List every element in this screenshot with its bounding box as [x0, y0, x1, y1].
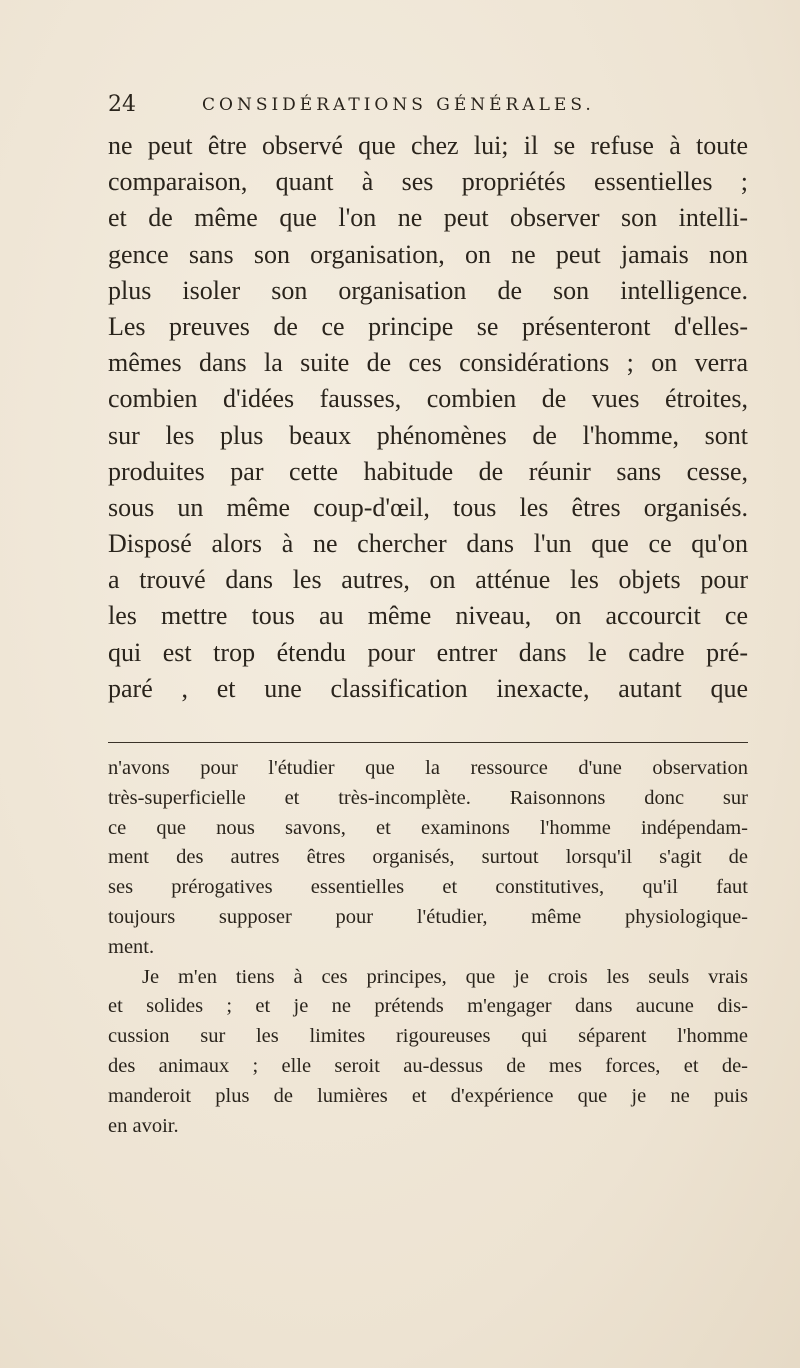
- note-text-block: [108, 754, 748, 1141]
- note-text-line: manderoit plus de lumières et d'expérience que je ne puis: [108, 1084, 748, 1107]
- main-text-line: sur les plus beaux phénomènes de l'homme, sont: [108, 420, 748, 450]
- page-number: 24: [108, 92, 136, 117]
- main-text-line: et de même que l'on ne peut observer son intelli-: [108, 203, 748, 233]
- footnote-divider: [108, 742, 748, 743]
- note-text-line: très-superficielle et très-incomplète. Raisonnons donc sur: [108, 786, 748, 809]
- main-text-line: Les preuves de ce principe se présenteront d'elles-: [108, 311, 748, 341]
- note-text-line: n'avons pour l'étudier que la ressource d'une observation: [108, 757, 748, 779]
- page-header: [108, 92, 708, 122]
- main-text-line: qui est trop étendu pour entrer dans le cadre pré-: [108, 637, 748, 667]
- main-text-line: combien d'idées fausses, combien de vues étroites,: [108, 384, 748, 414]
- main-text-line: sous un même coup-d'œil, tous les êtres organisés.: [108, 492, 748, 522]
- running-head: CONSIDÉRATIONS GÉNÉRALES.: [202, 95, 595, 115]
- note-text-line: ce que nous savons, et examinons l'homme indépendam-: [108, 816, 748, 839]
- main-text-line: mêmes dans la suite de ces considérations ; on verra: [108, 348, 748, 378]
- main-text-line: les mettre tous au même niveau, on accourcit ce: [108, 601, 748, 631]
- main-text-line: gence sans son organisation, on ne peut jamais non: [108, 239, 748, 269]
- main-text-line: ne peut être observé que chez lui; il se refuse à toute: [108, 131, 748, 160]
- main-text-line: Disposé alors à ne chercher dans l'un que ce qu'on: [108, 529, 748, 559]
- main-text-line: comparaison, quant à ses propriétés essentielles ;: [108, 167, 748, 197]
- main-text-block: [108, 128, 748, 707]
- main-text-line: paré , et une classification inexacte, autant que: [108, 673, 748, 703]
- note-text-line: des animaux ; elle seroit au-dessus de mes forces, et de-: [108, 1054, 748, 1077]
- note-text-line: et solides ; et je ne prétends m'engager dans aucune dis-: [108, 995, 748, 1018]
- main-text-line: plus isoler son organisation de son intelligence.: [108, 275, 748, 305]
- note-text-line: Je m'en tiens à ces principes, que je crois les seuls vrais: [142, 965, 748, 988]
- note-text-line: cussion sur les limites rigoureuses qui séparent l'homme: [108, 1025, 748, 1048]
- main-text-line: a trouvé dans les autres, on atténue les objets pour: [108, 565, 748, 595]
- note-text-line: ses prérogatives essentielles et constitutives, qu'il faut: [108, 876, 748, 899]
- main-text-line: produites par cette habitude de réunir sans cesse,: [108, 456, 748, 486]
- note-text-line: ment.: [108, 935, 155, 958]
- note-text-line: en avoir.: [108, 1114, 179, 1137]
- note-text-line: ment des autres êtres organisés, surtout lorsqu'il s'agit de: [108, 846, 748, 869]
- note-text-line: toujours supposer pour l'étudier, même physiologique-: [108, 905, 748, 928]
